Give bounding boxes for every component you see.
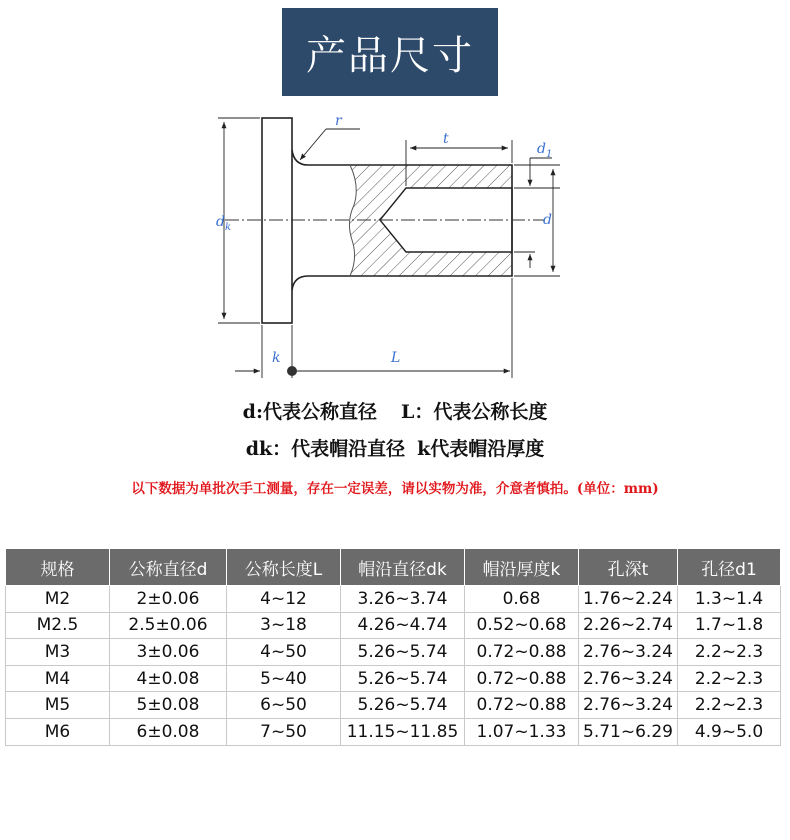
cell: 2.2~2.3 bbox=[678, 692, 781, 719]
table-row bbox=[6, 718, 781, 745]
cell: 4.26~4.74 bbox=[341, 612, 465, 639]
cell: 6±0.08 bbox=[110, 718, 227, 745]
cell: 0.72~0.88 bbox=[465, 692, 579, 719]
table-row bbox=[6, 692, 781, 719]
cell: 11.15~11.85 bbox=[341, 718, 465, 745]
cell: 5.71~6.29 bbox=[579, 718, 678, 745]
header-head-thickness: 帽沿厚度k bbox=[465, 549, 579, 586]
cell: 4.9~5.0 bbox=[678, 718, 781, 745]
cell: 2.2~2.3 bbox=[678, 665, 781, 692]
cell: 1.7~1.8 bbox=[678, 612, 781, 639]
cell: 2±0.06 bbox=[110, 586, 227, 613]
header-diameter: 公称直径d bbox=[110, 549, 227, 586]
cell: 0.52~0.68 bbox=[465, 612, 579, 639]
cell: 1.76~2.24 bbox=[579, 586, 678, 613]
cell: 2.76~3.24 bbox=[579, 665, 678, 692]
cell: M4 bbox=[6, 665, 110, 692]
header-hole-diameter: 孔径d1 bbox=[678, 549, 781, 586]
spec-table bbox=[5, 548, 781, 746]
label-L: L bbox=[391, 350, 401, 366]
header-spec: 规格 bbox=[6, 549, 110, 586]
cell: 4~12 bbox=[227, 586, 341, 613]
cell: M5 bbox=[6, 692, 110, 719]
cell: M2.5 bbox=[6, 612, 110, 639]
table-row bbox=[6, 586, 781, 613]
cell: 2.76~3.24 bbox=[579, 639, 678, 666]
label-d: d bbox=[543, 212, 552, 228]
rivet-dimension-diagram bbox=[200, 108, 580, 383]
dimension-dot bbox=[287, 366, 297, 376]
desc-dk: dk：代表帽沿直径 bbox=[245, 438, 406, 460]
cell: 5.26~5.74 bbox=[341, 639, 465, 666]
label-dk: $d_k$ bbox=[216, 214, 232, 233]
label-k: k bbox=[272, 350, 281, 366]
description-line-2 bbox=[0, 434, 790, 461]
label-d1: $d_1$ bbox=[537, 141, 553, 160]
header-hole-depth: 孔深t bbox=[579, 549, 678, 586]
cell: 6~50 bbox=[227, 692, 341, 719]
table-header-row bbox=[6, 549, 781, 586]
cell: 3.26~3.74 bbox=[341, 586, 465, 613]
cell: M6 bbox=[6, 718, 110, 745]
cell: 1.3~1.4 bbox=[678, 586, 781, 613]
cell: 2.5±0.06 bbox=[110, 612, 227, 639]
description-line-1 bbox=[0, 397, 790, 424]
page-title: 产品尺寸 bbox=[282, 8, 498, 96]
header-head-diameter: 帽沿直径dk bbox=[341, 549, 465, 586]
table-row bbox=[6, 612, 781, 639]
cell: 1.07~1.33 bbox=[465, 718, 579, 745]
label-r: r bbox=[335, 113, 342, 129]
cell: 3~18 bbox=[227, 612, 341, 639]
desc-d: d:代表公称直径 bbox=[242, 401, 377, 423]
desc-L: L：代表公称长度 bbox=[400, 401, 548, 423]
cell: 4~50 bbox=[227, 639, 341, 666]
cell: 3±0.06 bbox=[110, 639, 227, 666]
header-length: 公称长度L bbox=[227, 549, 341, 586]
cell: 0.72~0.88 bbox=[465, 639, 579, 666]
cell: 0.72~0.88 bbox=[465, 665, 579, 692]
cell: 4±0.08 bbox=[110, 665, 227, 692]
label-t: t bbox=[443, 131, 449, 147]
cell: M3 bbox=[6, 639, 110, 666]
table-row bbox=[6, 665, 781, 692]
cell: 2.26~2.74 bbox=[579, 612, 678, 639]
desc-k: k代表帽沿厚度 bbox=[417, 438, 545, 460]
measurement-note: 以下数据为单批次手工测量，存在一定误差，请以实物为准，介意者慎拍。(单位：mm) bbox=[131, 481, 659, 497]
cell: 5.26~5.74 bbox=[341, 665, 465, 692]
cell: 2.76~3.24 bbox=[579, 692, 678, 719]
cell: 2.2~2.3 bbox=[678, 639, 781, 666]
cell: 5.26~5.74 bbox=[341, 692, 465, 719]
cell: M2 bbox=[6, 586, 110, 613]
cell: 0.68 bbox=[465, 586, 579, 613]
table-row bbox=[6, 639, 781, 666]
cell: 5~40 bbox=[227, 665, 341, 692]
cell: 5±0.08 bbox=[110, 692, 227, 719]
cell: 7~50 bbox=[227, 718, 341, 745]
